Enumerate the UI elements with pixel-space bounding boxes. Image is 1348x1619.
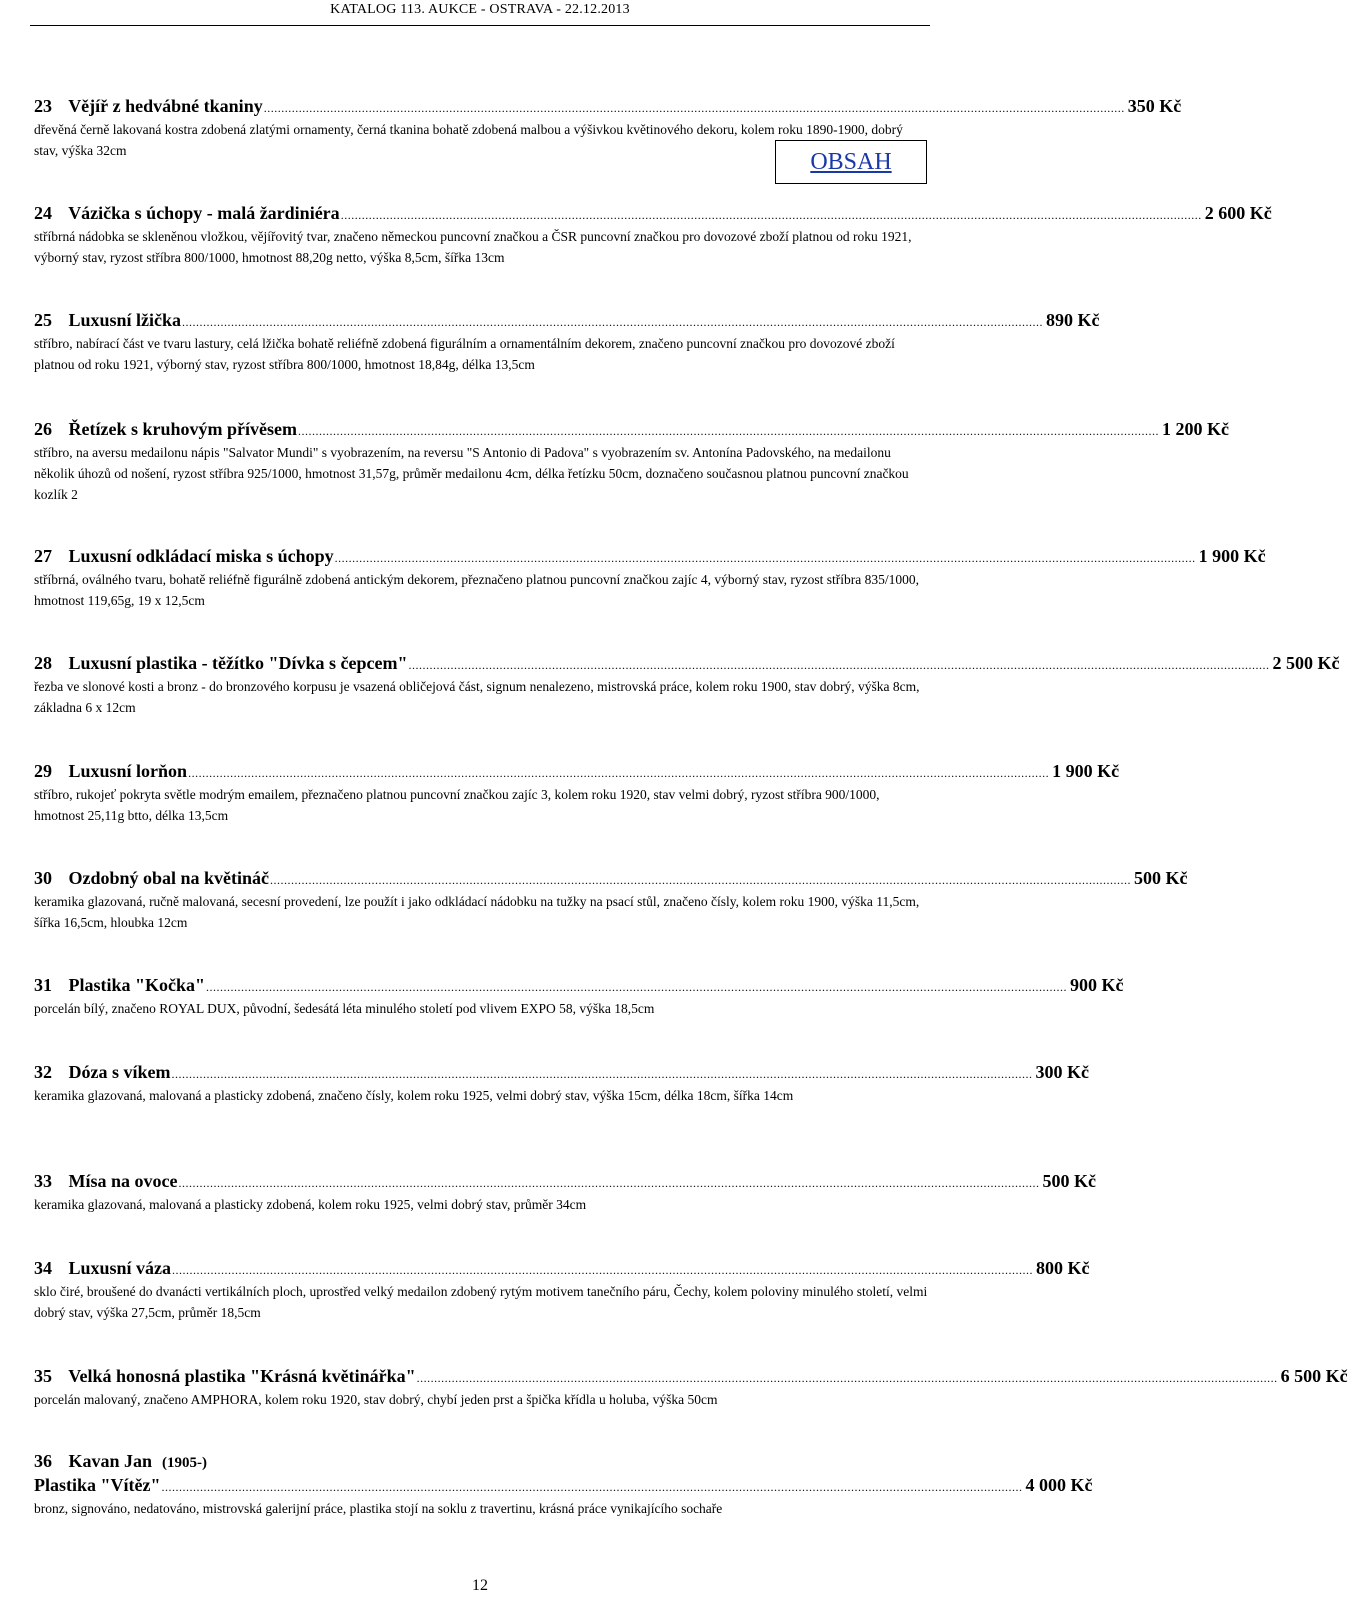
item-name: Vázička s úchopy - malá žardiniéra [68, 203, 340, 223]
page-number: 12 [472, 1577, 488, 1594]
item-price: 1 200 Kč [1161, 419, 1229, 439]
leader-dots: ...................................................................................................................................................................................................................................................... [340, 208, 1202, 222]
item-price: 2 500 Kč [1272, 653, 1340, 673]
item-name: Vějíř z hedvábné tkaniny [68, 96, 263, 116]
item-name: Plastika "Kočka" [68, 975, 205, 995]
catalog-item-31 [34, 974, 1124, 1019]
item-number: 35 [34, 1366, 52, 1386]
item-description: stříbro, rukojeť pokryta světle modrým emailem, přeznačeno platnou puncovní značkou zajíc 3, kolem roku 1920, stav velmi dobrý, ryzost stříbra 900/1000, hmotnost 25,11g btto, délka 13,5cm [34, 787, 880, 823]
item-name: Luxusní lorňon [68, 761, 188, 781]
catalog-item-33 [34, 1170, 1096, 1215]
item-number: 27 [34, 546, 52, 566]
item-description: stříbrná nádobka se skleněnou vložkou, vějířovitý tvar, značeno německou puncovní značkou a ČSR puncovní značkou pro dovozové zboží platnou od roku 1921, výborný stav, ryzost stříbra 800/1000, hmotnost 88,20g netto, výška 8,5cm, šířka 13cm [34, 229, 912, 265]
item-number: 30 [34, 868, 52, 888]
item-price: 350 Kč [1127, 96, 1182, 116]
item-price: 500 Kč [1042, 1171, 1096, 1191]
catalog-item-35 [34, 1365, 1348, 1410]
item-title [34, 760, 187, 782]
item-description: stříbro, na aversu medailonu nápis "Salvator Mundi" s vyobrazením, na reversu "S Antonio di Padova" s vyobrazením sv. Antonína Padovského, na medailonu několik úhozů od nošení, ryzost stříbra 925/1000, hmotnost 31,57g, průměr medailonu 4cm, délka řetízku 50cm, doznačeno současnou platnou puncovní značkou kozlík 2 [34, 445, 909, 502]
item-title [34, 652, 408, 674]
catalog-item-27 [34, 545, 1266, 611]
item-title-row [34, 652, 1340, 676]
item-name: Ozdobný obal na květináč [68, 868, 270, 888]
item-title-row [34, 95, 1182, 119]
item-number: 34 [34, 1258, 52, 1278]
leader-dots: ...................................................................................................................................................................................................................................................... [182, 315, 1044, 329]
catalog-item-29 [34, 760, 1120, 826]
item-name: Luxusní lžička [68, 310, 182, 330]
item-title [34, 418, 297, 440]
item-number: 23 [34, 96, 52, 116]
item-title-row [34, 418, 1229, 442]
item-number: 31 [34, 975, 52, 995]
leader-dots: ...................................................................................................................................................................................................................................................... [263, 101, 1125, 115]
item-title [34, 1365, 416, 1387]
item-price: 800 Kč [1036, 1258, 1090, 1278]
item-description: stříbro, nabírací část ve tvaru lastury, celá lžička bohatě reliéfně zdobená figurálním a ornamentálním dekorem, značeno puncovní značkou pro dovozové zboží platnou od roku 1921, výborný stav, ryzost stříbra 800/1000, hmotnost 18,84g, délka 13,5cm [34, 336, 895, 372]
item-author-row [34, 1450, 930, 1474]
item-description: dřevěná černě lakovaná kostra zdobená zlatými ornamenty, černá tkanina bohatě zdobená malbou a výšivkou květinového dekoru, kolem roku 1890-1900, dobrý stav, výška 32cm [34, 122, 903, 158]
item-title [34, 867, 269, 889]
item-title-row [34, 202, 1272, 226]
item-title [34, 95, 263, 117]
item-name: Luxusní plastika - těžítko "Dívka s čepcem" [68, 653, 408, 673]
item-description: řezba ve slonové kosti a bronz - do bronzového korpusu je vsazená obličejová část, signum nenalezeno, mistrovská práce, kolem roku 1900, stav dobrý, výška 8cm, základna 6 x 12cm [34, 679, 920, 715]
item-title [34, 1061, 171, 1083]
leader-dots: ...................................................................................................................................................................................................................................................... [161, 1480, 1023, 1494]
leader-dots: ...................................................................................................................................................................................................................................................... [334, 551, 1196, 565]
catalog-item-26 [34, 418, 1229, 505]
item-name: Řetízek s kruhovým přívěsem [68, 419, 297, 439]
leader-dots: ...................................................................................................................................................................................................................................................... [188, 766, 1050, 780]
item-description: porcelán bílý, značeno ROYAL DUX, původní, šedesátá léta minulého století pod vlivem EXPO 58, výška 18,5cm [34, 1001, 655, 1016]
item-description: keramika glazovaná, ručně malovaná, secesní provedení, lze použít i jako odkládací nádobku na tužky na psací stůl, značeno čísly, kolem roku 1900, výška 11,5cm, šířka 16,5cm, hloubka 12cm [34, 894, 920, 930]
leader-dots: ...................................................................................................................................................................................................................................................... [297, 424, 1159, 438]
leader-dots: ...................................................................................................................................................................................................................................................... [178, 1176, 1040, 1190]
item-title [34, 309, 181, 331]
item-number: 28 [34, 653, 52, 673]
header-divider [30, 25, 930, 26]
catalog-item-25 [34, 309, 1100, 375]
item-description: stříbrná, oválného tvaru, bohatě reliéfně figurálně zdobená antickým dekorem, přeznačeno platnou puncovní značkou zajíc 4, výborný stav, ryzost stříbra 835/1000, hmotnost 119,65g, 19 x 12,5cm [34, 572, 919, 608]
item-number: 26 [34, 419, 52, 439]
item-title-row [34, 867, 1188, 891]
item-price: 4 000 Kč [1025, 1475, 1093, 1495]
item-title-row [34, 974, 1124, 998]
item-number: 33 [34, 1171, 52, 1191]
item-price: 6 500 Kč [1280, 1366, 1348, 1386]
catalog-item-36 [34, 1450, 1093, 1519]
item-title [34, 545, 334, 567]
item-title-row [34, 1061, 1089, 1085]
catalog-item-28 [34, 652, 1340, 718]
item-title [34, 1257, 171, 1279]
item-name: Dóza s víkem [68, 1062, 171, 1082]
leader-dots: ...................................................................................................................................................................................................................................................... [270, 873, 1132, 887]
catalog-item-24 [34, 202, 1272, 268]
item-name: Mísa na ovoce [68, 1171, 178, 1191]
item-author: Kavan Jan [68, 1451, 153, 1471]
catalog-header: KATALOG 113. AUKCE - OSTRAVA - 22.12.2013 [330, 2, 630, 17]
item-number: 29 [34, 761, 52, 781]
obsah-link[interactable]: OBSAH [775, 140, 927, 184]
item-price: 890 Kč [1046, 310, 1100, 330]
leader-dots: ...................................................................................................................................................................................................................................................... [206, 980, 1067, 994]
item-title [34, 974, 205, 996]
leader-dots: ...................................................................................................................................................................................................................................................... [171, 1067, 1033, 1081]
leader-dots: ...................................................................................................................................................................................................................................................... [416, 1371, 1278, 1385]
item-price: 900 Kč [1070, 975, 1124, 995]
item-title [34, 202, 340, 224]
item-title-row [34, 309, 1100, 333]
item-name: Plastika "Vítěz" [34, 1475, 161, 1495]
item-description: porcelán malovaný, značeno AMPHORA, kolem roku 1920, stav dobrý, chybí jeden prst a špička křídla u holuba, výška 50cm [34, 1392, 718, 1407]
item-number: 25 [34, 310, 52, 330]
item-author-lifespan: (1905-) [162, 1455, 208, 1471]
item-title-row [34, 545, 1266, 569]
item-name: Luxusní váza [68, 1258, 172, 1278]
item-title-row [34, 1170, 1096, 1194]
item-number: 36 [34, 1451, 52, 1471]
item-description: sklo čiré, broušené do dvanácti vertikálních ploch, uprostřed velký medailon zdobený rytým motivem tanečního páru, Čechy, kolem poloviny minulého století, velmi dobrý stav, výška 27,5cm, průměr 18,5cm [34, 1284, 928, 1320]
item-name: Velká honosná plastika "Krásná květinářka" [68, 1366, 416, 1386]
item-title [34, 1170, 177, 1192]
item-title-row [34, 1257, 1090, 1281]
catalog-item-34 [34, 1257, 1090, 1323]
catalog-item-32 [34, 1061, 1089, 1106]
item-price: 2 600 Kč [1204, 203, 1272, 223]
item-price: 1 900 Kč [1198, 546, 1266, 566]
item-title-row [34, 1474, 1093, 1498]
item-price: 300 Kč [1035, 1062, 1089, 1082]
item-description: keramika glazovaná, malovaná a plasticky zdobená, značeno čísly, kolem roku 1925, velmi dobrý stav, výška 15cm, délka 18cm, šířka 14cm [34, 1088, 794, 1103]
item-number: 24 [34, 203, 52, 223]
leader-dots: ...................................................................................................................................................................................................................................................... [408, 658, 1270, 672]
item-name: Luxusní odkládací miska s úchopy [68, 546, 334, 566]
catalog-item-30 [34, 867, 1188, 933]
item-number: 32 [34, 1062, 52, 1082]
item-description: keramika glazovaná, malovaná a plasticky zdobená, kolem roku 1925, velmi dobrý stav, průměr 34cm [34, 1197, 587, 1212]
leader-dots: ...................................................................................................................................................................................................................................................... [172, 1263, 1034, 1277]
item-price: 1 900 Kč [1052, 761, 1120, 781]
item-title-row [34, 1365, 1348, 1389]
item-description: bronz, signováno, nedatováno, mistrovská galerijní práce, plastika stojí na soklu z travertinu, krásná práce vynikajícího sochaře [34, 1501, 723, 1516]
item-title-row [34, 760, 1120, 784]
item-price: 500 Kč [1134, 868, 1188, 888]
